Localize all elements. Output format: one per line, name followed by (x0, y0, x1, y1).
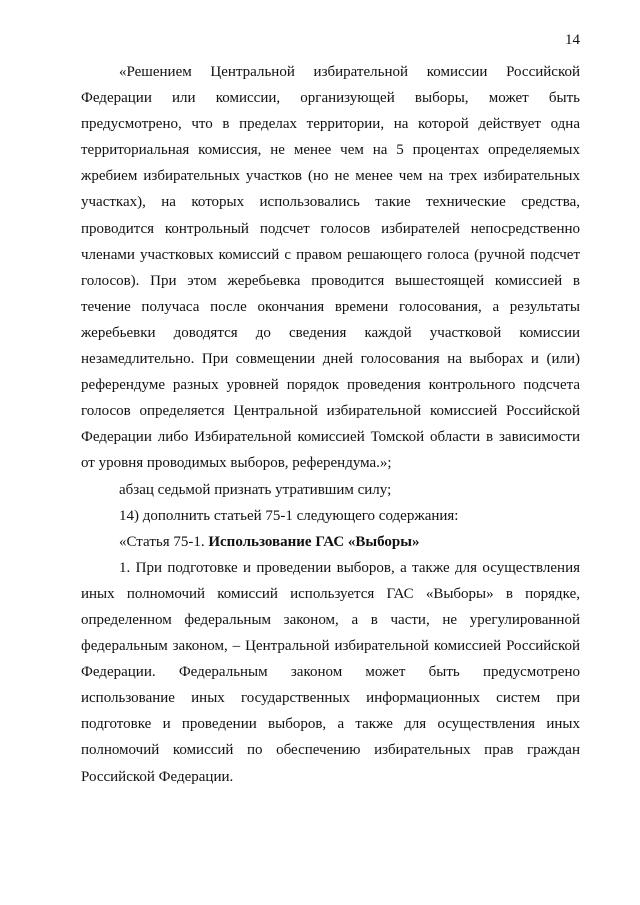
page-number: 14 (565, 32, 580, 48)
paragraph-article-clause-1: 1. При подготовке и проведении выборов, а также для осуществления иных полномочий комиссий используется ГАС «Выборы» в порядке, определенном федеральным законом, а в части, не урегулированной федеральным законом, – Центральной избирательной комиссией Российской Федерации. Федеральным законом может быть предусмотрено использование иных государственных информационных систем при подготовке и проведении выборов, а также для осуществления иных полномочий комиссий по обеспечению избирательных прав граждан Российской Федерации. (81, 559, 580, 785)
article-number: «Статья 75-1. (119, 533, 209, 550)
paragraph-item-14: 14) дополнить статьей 75-1 следующего содержания: (119, 507, 459, 524)
paragraph-repeal: абзац седьмой признать утратившим силу; (119, 481, 392, 498)
article-heading (81, 529, 580, 555)
paragraph-amendment-text: «Решением Центральной избирательной комиссии Российской Федерации или комиссии, организующей выборы, может быть предусмотрено, что в пределах территории, на которой действует одна территориальная комиссия, не менее чем на 5 процентах определяемых жребием избирательных участков (но не менее чем на трех избирательных участках), на которых использовались такие технические средства, проводится контрольный подсчет голосов избирателей непосредственно членами участковых комиссий с правом решающего голоса (ручной подсчет голосов). При этом жеребьевка проводится вышестоящей комиссией в течение получаса после окончания времени голосования, а результаты жеребьевки доводятся до сведения каждой участковой комиссии незамедлительно. При совмещении дней голосования на выборах и (или) референдуме разных уровней порядок проведения контрольного подсчета голосов определяется Центральной избирательной комиссией Российской Федерации либо Избирательной комиссией Томской области в зависимости от уровня проводимых выборов, референдума.»; (81, 64, 580, 472)
article-title: Использование ГАС «Выборы» (208, 533, 420, 550)
document-body (81, 59, 580, 790)
